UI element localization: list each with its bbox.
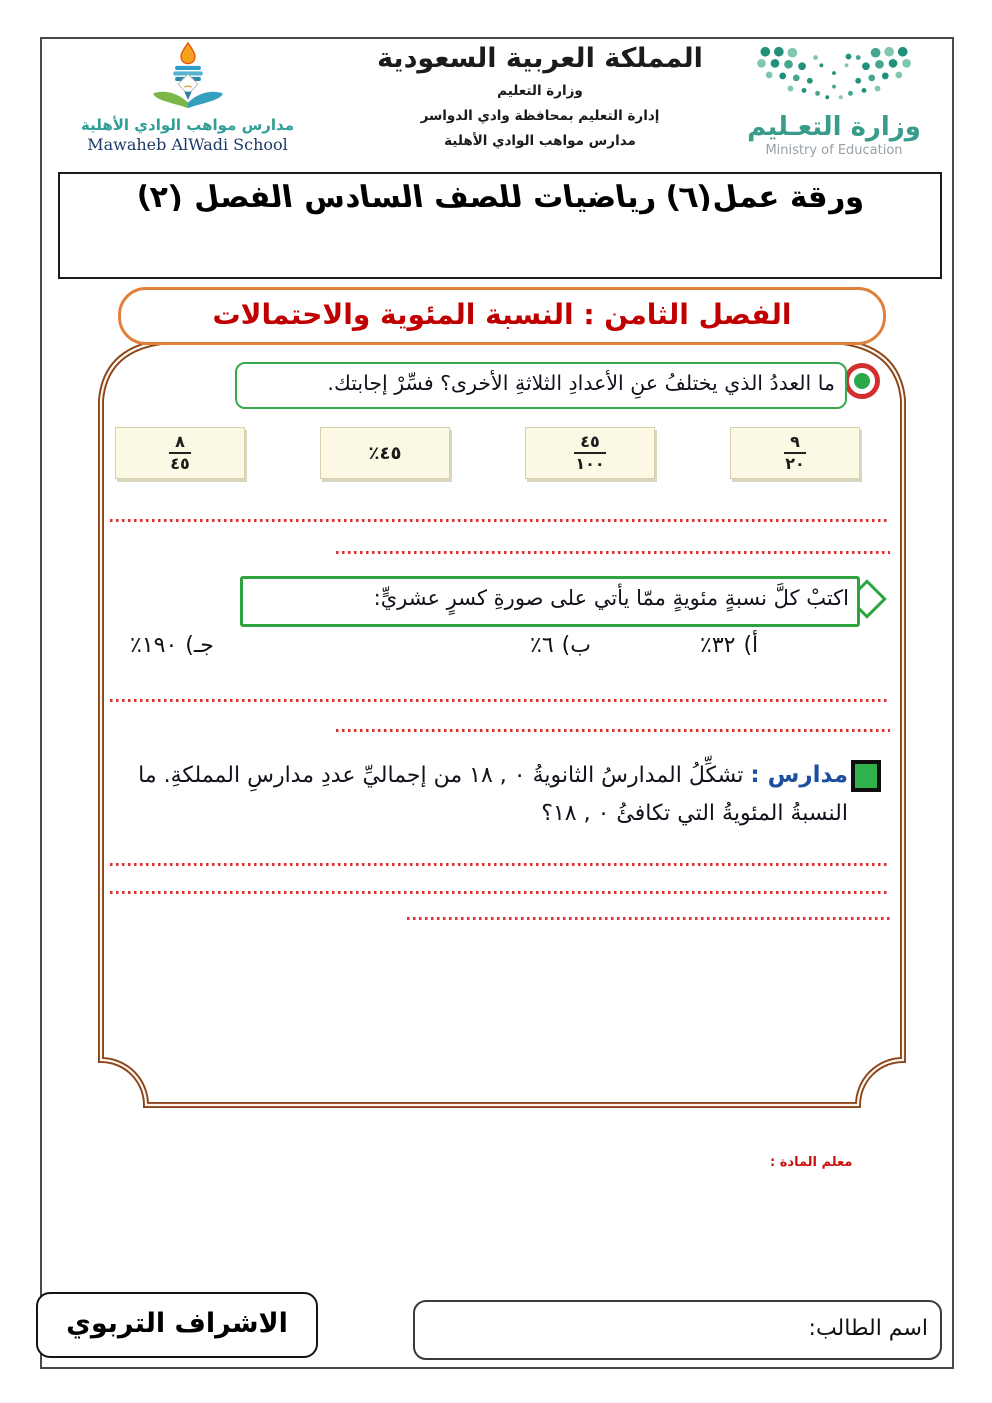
student-name-label: اسم الطالب: [808, 1316, 928, 1341]
q1-choices-row [115, 427, 860, 479]
moe-wordmark-english: Ministry of Education [765, 143, 903, 158]
percent-45: ٤٥٪ [368, 442, 402, 464]
student-name-box[interactable] [413, 1300, 942, 1360]
q2-answer-line-2[interactable] [336, 729, 890, 732]
q2-option-a[interactable]: أ)٣٢٪ [700, 633, 759, 658]
worksheet-title-box [58, 172, 942, 279]
q3-text: تشكِّلُ المدارسُ الثانويةُ ٠ , ١٨ من إجماليِّ عددِ مدارسِ المملكةِ. ما النسبةُ المئويةُ التي تكافئُ ٠ , ١٨؟ [138, 763, 848, 826]
chapter-title: الفصل الثامن : النسبة المئوية والاحتمالات [212, 298, 792, 331]
school-line: مدارس مواهب الوادي الأهلية [444, 133, 636, 149]
fraction-45-100: $\frac{٤٥}{١٠٠}$ [575, 431, 605, 473]
supervision-label: الاشراف التربوي [66, 1308, 288, 1339]
government-header [350, 44, 730, 149]
q1-answer-line-2[interactable] [336, 551, 890, 554]
directorate-line: إدارة التعليم بمحافظة وادي الدواسر [420, 108, 660, 124]
q3-answer-line-2[interactable] [110, 891, 890, 894]
q2-question-box [240, 576, 860, 627]
moe-logo-block [718, 44, 950, 158]
q2-option-b[interactable]: ب)٦٪ [530, 633, 591, 658]
choice-card-45-percent[interactable] [320, 427, 450, 479]
school-emblem-icon [142, 42, 234, 110]
fraction-9-20: $\frac{٩}{٢٠}$ [785, 431, 805, 473]
moe-dots-icon [749, 44, 919, 104]
q3-category-label: مدارس : [750, 762, 848, 788]
supervision-box [36, 1292, 318, 1358]
chapter-title-pill [118, 287, 886, 345]
q1-text: ما العددُ الذي يختلفُ عنِ الأعدادِ الثلاثةِ الأخرى؟ فسِّرْ إجابتك. [327, 371, 835, 395]
q3-answer-line-1[interactable] [110, 863, 890, 866]
q2-option-c[interactable]: جـ)١٩٠٪ [130, 633, 214, 658]
q3-bullet-square-icon [851, 760, 881, 792]
kingdom-calligraphy: المملكة العربية السعودية [377, 43, 703, 74]
ministry-line: وزارة التعليم [497, 83, 583, 99]
choice-card-8-45[interactable] [115, 427, 245, 479]
teacher-label: معلم المادة : [770, 1155, 853, 1170]
school-name-arabic: مدارس مواهب الوادي الأهلية [80, 116, 295, 134]
q1-question-box [235, 362, 847, 409]
school-name-english: Mawaheb AlWadi School [87, 135, 288, 154]
q2-answer-line-1[interactable] [110, 699, 890, 702]
q1-answer-line-1[interactable] [110, 519, 890, 522]
moe-wordmark-arabic: وزارة التعـليم [747, 112, 921, 142]
choice-card-9-20[interactable] [730, 427, 860, 479]
worksheet-title: ورقة عمل(٦) رياضيات للصف السادس الفصل (٢) [134, 180, 866, 215]
fraction-8-45: $\frac{٨}{٤٥}$ [170, 431, 190, 473]
q3-answer-line-3[interactable] [407, 917, 890, 920]
q3-question-text [112, 756, 848, 833]
q2-text: اكتبْ كلَّ نسبةٍ مئويةٍ ممّا يأتي على صورةِ كسرٍ عشريٍّ: [373, 586, 849, 610]
school-logo-block [70, 42, 305, 154]
q1-bullet-circle-icon [844, 363, 880, 399]
choice-card-45-100[interactable] [525, 427, 655, 479]
